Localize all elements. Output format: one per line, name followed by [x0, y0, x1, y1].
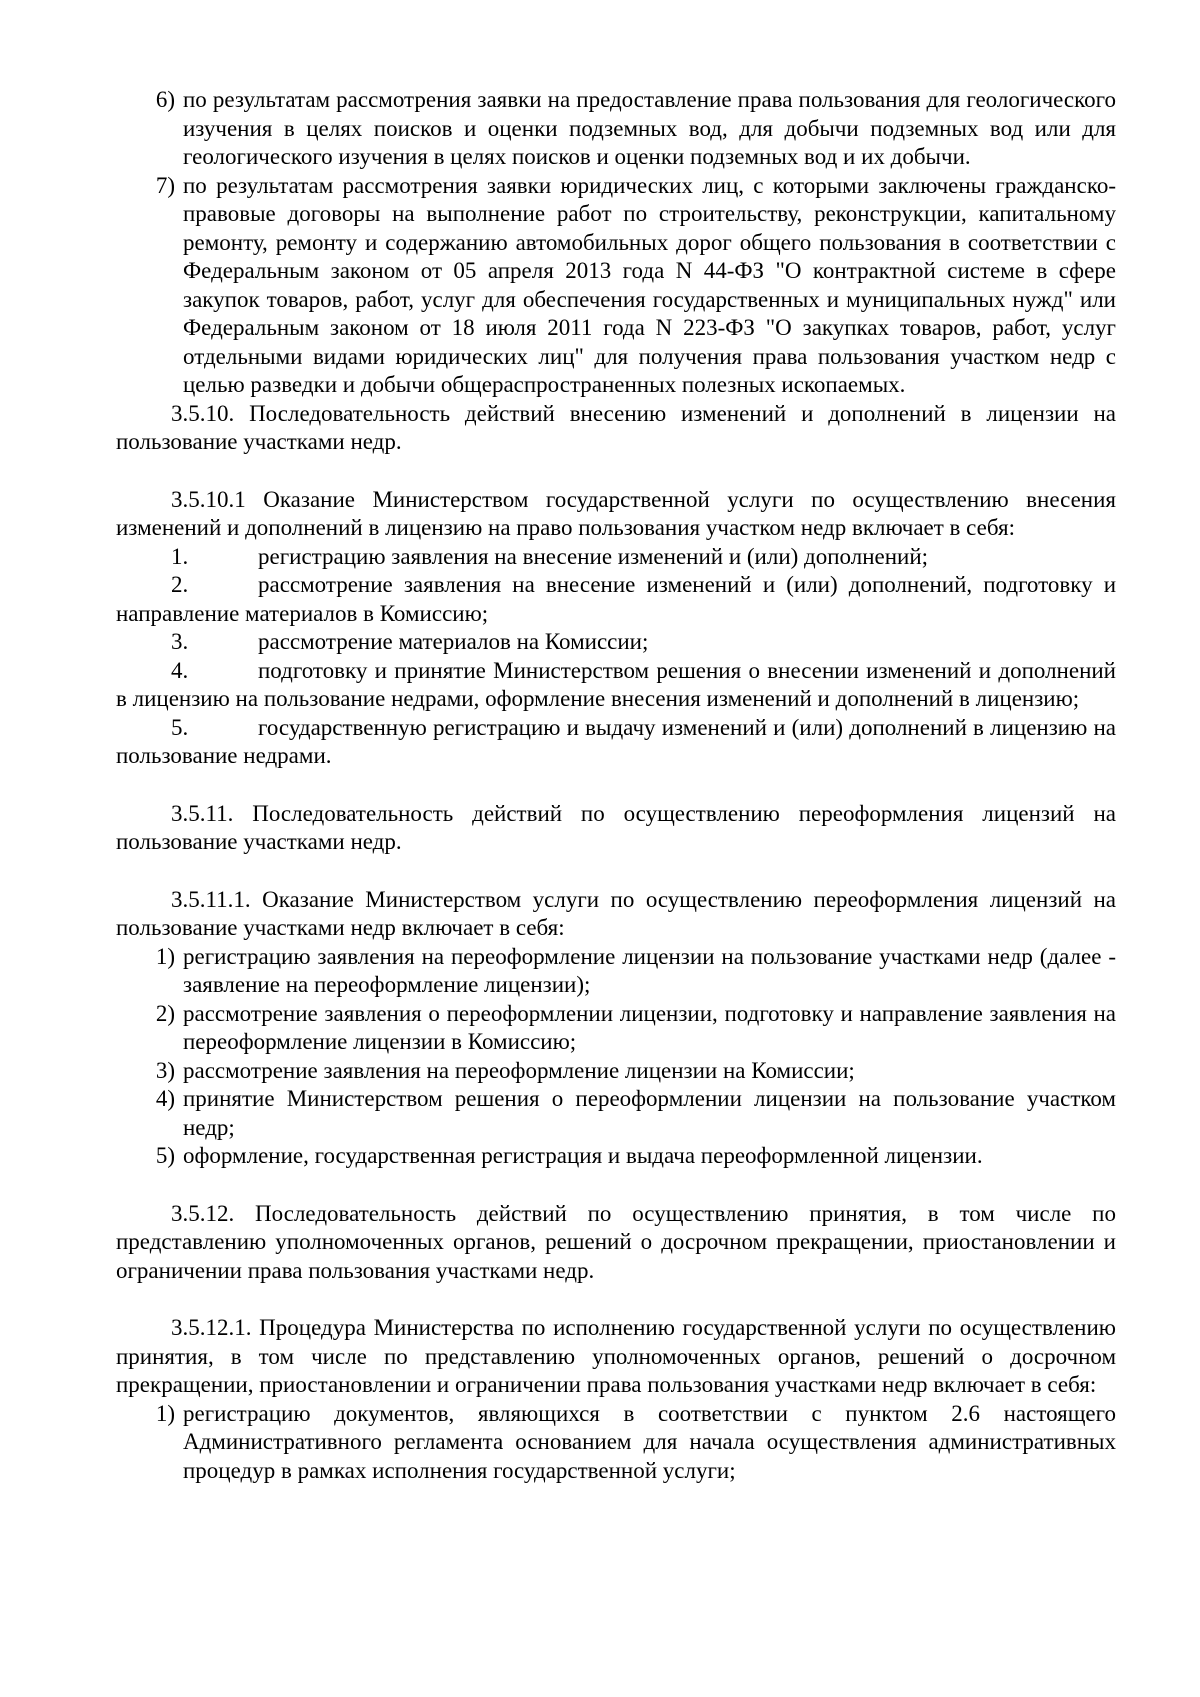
list-text: рассмотрение заявления о переоформлении лицензии, подготовку и направление заявления на переоформление лицензии в Комиссию; [183, 1000, 1116, 1054]
list-text: рассмотрение заявления на переоформление лицензии на Комиссии; [183, 1057, 855, 1083]
list-item [116, 86, 1116, 172]
list-marker: 4) [155, 1086, 175, 1111]
list-marker: 5. [171, 714, 189, 740]
list-text: регистрацию заявления на переоформление лицензии на пользование участками недр (далее - заявление на переоформление лицензии); [183, 943, 1116, 997]
list-marker: 5) [155, 1143, 175, 1168]
section-heading-3-5-12: 3.5.12. Последовательность действий по осуществлению принятия, в том числе по представлению уполномоченных органов, решений о досрочном прекращении, приостановлении и ограничении права пользования участками недр. [116, 1200, 1116, 1283]
list-marker: 2) [155, 1000, 175, 1026]
list-item [116, 628, 1116, 657]
list-item [116, 1000, 1116, 1057]
paragraph-3-5-10-1: 3.5.10.1 Оказание Министерством государственной услуги по осуществлению внесения изменений и дополнений в лицензию на право пользования участком недр включает в себя: [116, 486, 1116, 540]
list-item [116, 714, 1116, 771]
list-item [116, 543, 1116, 572]
list-text: рассмотрение заявления на внесение изменений и (или) дополнений, подготовку и направление материалов в Комиссию; [116, 572, 1116, 626]
list-text: принятие Министерством решения о переоформлении лицензии на пользование участком недр; [183, 1086, 1116, 1140]
list-item [116, 657, 1116, 714]
section-heading-3-5-11: 3.5.11. Последовательность действий по осуществлению переоформления лицензий на пользование участками недр. [116, 800, 1116, 854]
list-text: регистрацию документов, являющихся в соответствии с пунктом 2.6 настоящего Административного регламента основанием для начала осуществления административных процедур в рамках исполнения государственной услуги; [183, 1400, 1116, 1483]
list-text: подготовку и принятие Министерством решения о внесении изменений и дополнений в лицензию на пользование недрами, оформление внесения изменений и дополнений в лицензию; [116, 657, 1116, 711]
list-item [116, 943, 1116, 1000]
section-heading-3-5-10: 3.5.10. Последовательность действий внесению изменений и дополнений в лицензии на пользование участками недр. [116, 400, 1116, 454]
list-marker: 7) [155, 172, 175, 198]
list-text: оформление, государственная регистрация и выдача переоформленной лицензии. [183, 1143, 983, 1168]
list-item [116, 1057, 1116, 1086]
list-marker: 3) [155, 1057, 175, 1083]
list-text: регистрацию заявления на внесение изменений и (или) дополнений; [258, 543, 929, 569]
list-item [116, 1085, 1116, 1142]
list-marker: 1. [171, 543, 189, 569]
list-text: рассмотрение материалов на Комиссии; [258, 629, 649, 654]
paragraph-3-5-11-1: 3.5.11.1. Оказание Министерством услуги по осуществлению переоформления лицензий на пользование участками недр включает в себя: [116, 886, 1116, 940]
list-marker: 2. [171, 572, 189, 597]
list-text: по результатам рассмотрения заявки на предоставление права пользования для геологического изучения в целях поисков и оценки подземных вод, для добычи подземных вод или для геологического изучения в целях поисков и оценки подземных вод и их добычи. [183, 87, 1116, 169]
list-item [116, 1142, 1116, 1171]
list-item [116, 172, 1116, 400]
list-marker: 1) [155, 1400, 175, 1426]
paragraph-3-5-12-1: 3.5.12.1. Процедура Министерства по исполнению государственной услуги по осуществлению принятия, в том числе по представлению уполномоченных органов, решений о досрочном прекращении, приостановлении и ограничении права пользования участками недр включает в себя: [116, 1315, 1116, 1397]
list-text: по результатам рассмотрения заявки юридических лиц, с которыми заключены гражданско-правовые договоры на выполнение работ по строительству, реконструкции, капитальному ремонту, ремонту и содержанию автомобильных дорог общего пользования в соответствии с Федеральным законом от 05 апреля 2013 года N 44-ФЗ "О контрактной системе в сфере закупок товаров, работ, услуг для обеспечения государственных и муниципальных нужд" или Федеральным законом от 18 июля 2011 года N 223-ФЗ "О закупках товаров, работ, услуг отдельными видами юридических лиц" для получения права пользования участком недр с целью разведки и добычи общераспространенных полезных ископаемых. [183, 172, 1116, 397]
list-marker: 6) [155, 87, 175, 112]
list-marker: 4. [171, 657, 189, 683]
list-text: государственную регистрацию и выдачу изменений и (или) дополнений в лицензию на пользование недрами. [116, 714, 1116, 768]
list-marker: 1) [155, 943, 175, 969]
list-item [116, 1400, 1116, 1486]
document-body [116, 86, 1116, 1485]
list-item [116, 571, 1116, 628]
list-marker: 3. [171, 629, 189, 654]
